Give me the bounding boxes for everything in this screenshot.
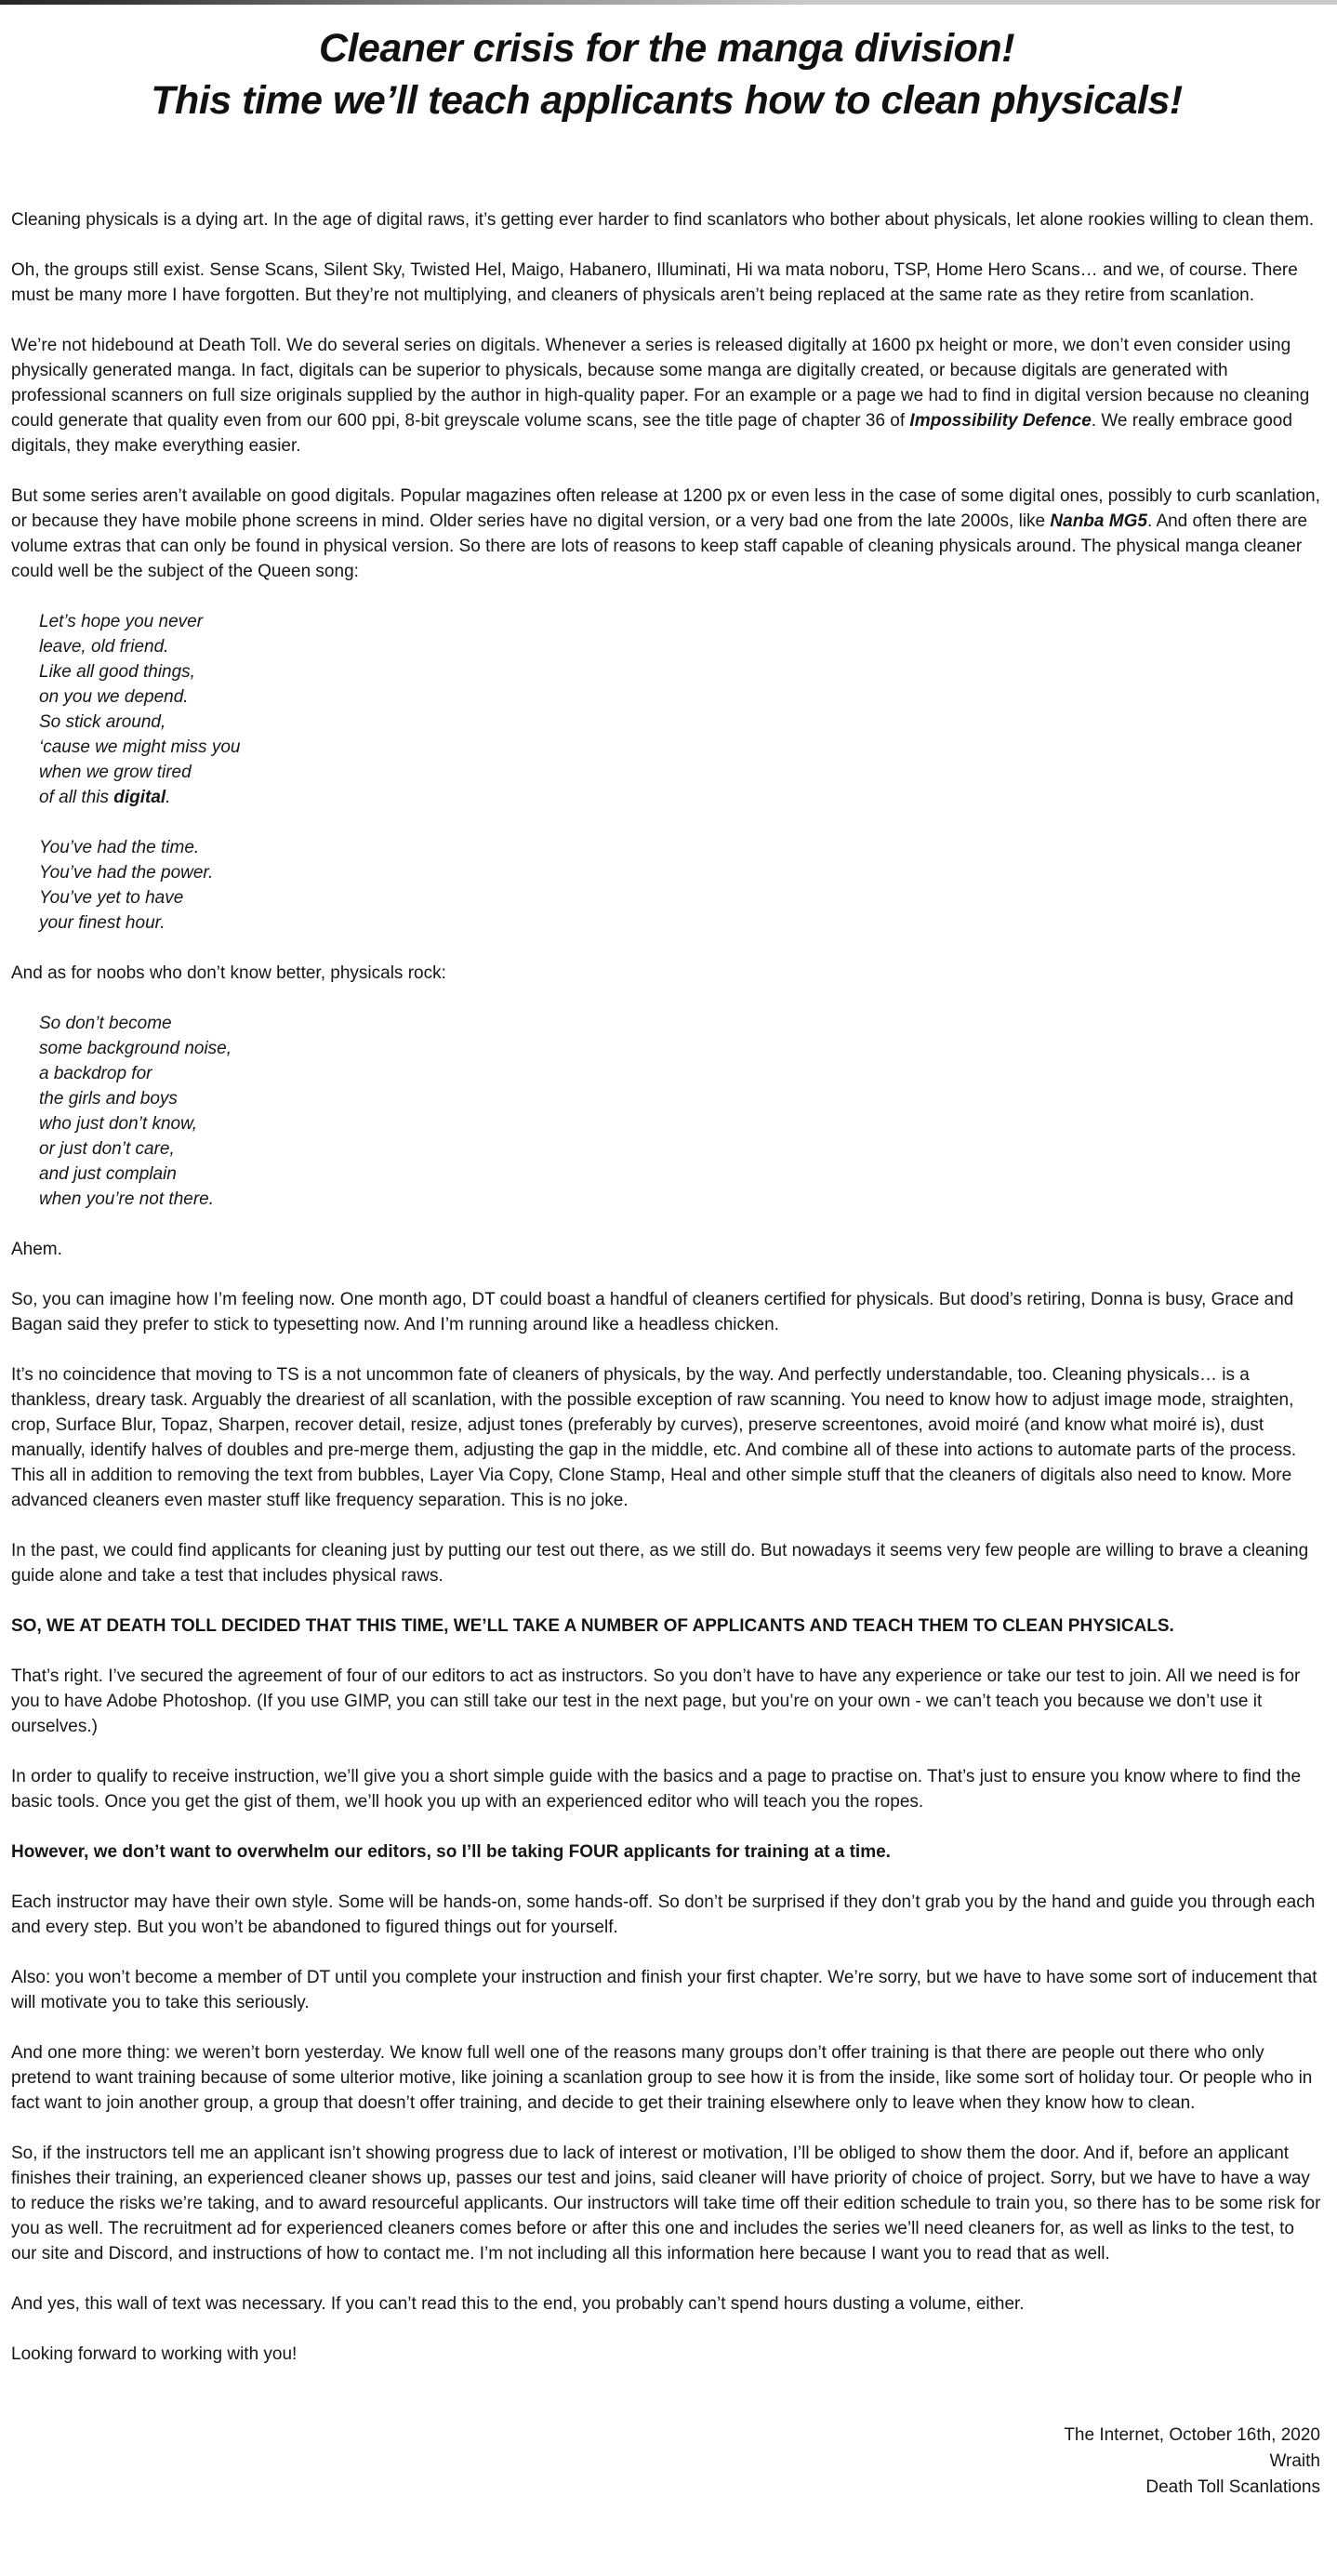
- text-run: So don’t become: [39, 1013, 172, 1033]
- paragraph: [11, 1764, 1322, 1814]
- bold-italic-run: Nanba MG5: [1050, 511, 1147, 531]
- text-run: Let’s hope you never: [39, 611, 204, 631]
- page-title: [11, 23, 1322, 127]
- bold-italic-run: Impossibility Defence: [909, 410, 1092, 431]
- quote-line: [39, 760, 1322, 785]
- text-run: It’s no coincidence that moving to TS is a not uncommon fate of cleaners of physicals, by the way. And perfectly understandable, too. Cleaning physicals… is a thankless, dreary task. Arguably the dreariest of all scanlation, with the possible exception of raw scanning. You need to know how to adjust image mode, straighten, crop, Surface Blur, Topaz, Sharpen, recover detail, resize, adjust tones (preferably by curves), preserve screentones, avoid moiré (and know what moiré is), dust manually, identify halves of doubles and pre-merge them, adjusting the gap in the middle, etc. And combine all of these into actions to automate parts of the process. This all in addition to removing the text from bubbles, Layer Via Copy, Clone Stamp, Heal and other simple stuff that the cleaners of digitals also need to know. More advanced cleaners even master stuff like frequency separation. This is no joke.: [11, 1364, 1297, 1510]
- text-run: your finest hour.: [39, 912, 165, 933]
- quote-line: [39, 634, 1322, 659]
- text-run: And yes, this wall of text was necessary. If you can’t read this to the end, you probably can’t spend hours dusting a volume, either.: [11, 2293, 1025, 2314]
- lyrics-quote: [39, 835, 1322, 936]
- quote-line: [39, 835, 1322, 860]
- quote-line: [39, 1011, 1322, 1036]
- text-run: In the past, we could find applicants for cleaning just by putting our test out there, as we still do. But nowadays it seems very few people are willing to brave a cleaning guide alone and take a test that includes physical raws.: [11, 1540, 1309, 1586]
- paragraph: [11, 484, 1322, 584]
- text-run: who just don’t know,: [39, 1113, 198, 1134]
- signature-block: [11, 2423, 1322, 2501]
- paragraph: [11, 2040, 1322, 2116]
- quote-line: [39, 1061, 1322, 1086]
- text-run: However, we don’t want to overwhelm our editors, so I’ll be taking FOUR applicants for training at a time.: [11, 1841, 891, 1862]
- text-run: or just don’t care,: [39, 1138, 175, 1159]
- text-run: and just complain: [39, 1163, 177, 1184]
- quote-line: [39, 1187, 1322, 1212]
- paragraph: [11, 207, 1322, 232]
- text-run: You’ve had the time.: [39, 837, 200, 857]
- lyrics-quote: [39, 609, 1322, 810]
- paragraph: [11, 1362, 1322, 1513]
- paragraph: [11, 2291, 1322, 2317]
- bold-paragraph: [11, 1613, 1322, 1639]
- bold-run: digital: [113, 787, 166, 807]
- paragraph: [11, 2342, 1322, 2367]
- text-run: And as for noobs who don’t know better, physicals rock:: [11, 963, 446, 983]
- signature-group: Death Toll Scanlations: [1145, 2476, 1320, 2497]
- text-run: a backdrop for: [39, 1063, 152, 1083]
- text-run: Oh, the groups still exist. Sense Scans, Silent Sky, Twisted Hel, Maigo, Habanero, Illuminati, Hi wa mata noboru, TSP, Home Hero Scans… and we, of course. There must be many more I have forgotten. But they’re not multiplying, and cleaners of physicals aren’t being replaced at the same rate as they retire from scanlation.: [11, 259, 1298, 305]
- quote-line: [39, 609, 1322, 634]
- text-run: when we grow tired: [39, 762, 192, 782]
- text-run: . And often there are volume extras that can only be found in physical version. So there are lots of reasons to keep staff capable of cleaning physicals around. The physical manga cleaner could well be the subject of the Queen song:: [11, 511, 1308, 581]
- quote-line: [39, 1086, 1322, 1111]
- quote-line: [39, 1162, 1322, 1187]
- text-run: leave, old friend.: [39, 636, 169, 657]
- text-run: So stick around,: [39, 711, 166, 732]
- text-run: .: [165, 787, 171, 807]
- bold-paragraph: [11, 1839, 1322, 1865]
- text-run: on you we depend.: [39, 686, 189, 707]
- text-run: You’ve yet to have: [39, 887, 184, 908]
- text-run: Like all good things,: [39, 661, 195, 682]
- text-run: Each instructor may have their own style. Some will be hands-on, some hands-off. So don’t be surprised if they don’t grab you by the hand and guide you through each and every step. But you won’t be abandoned to figured things out for yourself.: [11, 1892, 1316, 1937]
- paragraph: [11, 1287, 1322, 1337]
- paragraph: [11, 2141, 1322, 2266]
- lyrics-quote: [39, 1011, 1322, 1212]
- text-run: That’s right. I’ve secured the agreement of four of our editors to act as instructors. So you don’t have to have any experience or take our test to join. All we need is for you to have Adobe Photoshop. (If you use GIMP, you can still take our test in the next page, but you’re on your own - we can’t teach you because we don’t use it ourselves.): [11, 1666, 1301, 1736]
- paragraph: [11, 333, 1322, 458]
- text-run: Also: you won’t become a member of DT until you complete your instruction and finish your first chapter. We’re sorry, but we have to have some sort of inducement that will motivate you to take this seriously.: [11, 1967, 1317, 2012]
- page-title-line-1: Cleaner crisis for the manga division!: [318, 26, 1015, 71]
- signature-author: Wraith: [1269, 2450, 1320, 2471]
- page-title-line-2: This time we’ll teach applicants how to clean physicals!: [151, 77, 1183, 123]
- quote-line: [39, 735, 1322, 760]
- quote-line: [39, 1136, 1322, 1162]
- signature-place-date: The Internet, October 16th, 2020: [1064, 2424, 1320, 2445]
- text-run: SO, WE AT DEATH TOLL DECIDED THAT THIS TIME, WE’LL TAKE A NUMBER OF APPLICANTS AND TEACH THEM TO CLEAN PHYSICALS.: [11, 1615, 1174, 1636]
- text-run: In order to qualify to receive instruction, we’ll give you a short simple guide with the basics and a page to practise on. That’s just to ensure you know where to find the basic tools. Once you get the gist of them, we’ll hook you up with an experienced editor who will teach you the ropes.: [11, 1766, 1302, 1812]
- text-run: Ahem.: [11, 1239, 62, 1259]
- page-content: [0, 5, 1337, 2529]
- paragraph: [11, 1538, 1322, 1588]
- text-run: some background noise,: [39, 1038, 232, 1058]
- text-run: . We really embrace good digitals, they make everything easier.: [11, 410, 1292, 456]
- quote-line: [39, 885, 1322, 910]
- paragraph: [11, 1664, 1322, 1739]
- quote-line: [39, 860, 1322, 885]
- document-body: [11, 207, 1322, 2367]
- text-run: So, you can imagine how I’m feeling now. One month ago, DT could boast a handful of cleaners certified for physicals. But dood’s retiring, Donna is busy, Grace and Bagan said they prefer to stick to typesetting now. And I’m running around like a headless chicken.: [11, 1289, 1294, 1334]
- text-run: But some series aren’t available on good digitals. Popular magazines often release at 1200 px or even less in the case of some digital ones, possibly to curb scanlation, or because they have mobile phone screens in mind. Older series have no digital version, or a very bad one from the late 2000s, like: [11, 485, 1320, 531]
- quote-line: [39, 710, 1322, 735]
- paragraph: [11, 1890, 1322, 1940]
- text-run: when you’re not there.: [39, 1188, 215, 1209]
- text-run: We’re not hidebound at Death Toll. We do several series on digitals. Whenever a series is released digitally at 1600 px height or more, we don’t even consider using physically generated manga. In fact, digitals can be superior to physicals, because some manga are digitally created, or because digitals are generated with professional scanners on full size originals supplied by the author in high-quality paper. For an example or a page we had to find in digital version because no cleaning could generate that quality even from our 600 ppi, 8-bit greyscale volume scans, see the title page of chapter 36 of: [11, 335, 1310, 431]
- text-run: of all this: [39, 787, 114, 807]
- quote-line: [39, 659, 1322, 684]
- paragraph: [11, 1965, 1322, 2015]
- paragraph: [11, 961, 1322, 986]
- paragraph: [11, 1237, 1322, 1262]
- quote-line: [39, 1036, 1322, 1061]
- quote-line: [39, 910, 1322, 936]
- quote-line: [39, 1111, 1322, 1136]
- text-run: ‘cause we might miss you: [39, 737, 241, 757]
- quote-line: [39, 684, 1322, 710]
- text-run: the girls and boys: [39, 1088, 178, 1109]
- text-run: And one more thing: we weren’t born yesterday. We know full well one of the reasons many groups don’t offer training is that there are people out there who only pretend to want training because of some ulterior motive, like joining a scanlation group to see how it is from the inside, like some sort of holiday tour. Or people who in fact want to join another group, a group that doesn’t offer training, and decide to get their training elsewhere only to leave when they know how to clean.: [11, 2042, 1313, 2113]
- text-run: Cleaning physicals is a dying art. In the age of digital raws, it’s getting ever harder to find scanlators who bother about physicals, let alone rookies willing to clean them.: [11, 209, 1315, 230]
- text-run: So, if the instructors tell me an applicant isn’t showing progress due to lack of interest or motivation, I’ll be obliged to show them the door. And if, before an applicant finishes their training, an experienced cleaner shows up, passes our test and joins, said cleaner will have priority of choice of project. Sorry, but we have to have a way to reduce the risks we’re taking, and to award resourceful applicants. Our instructors will take time off their edition schedule to train you, so there has to be some risk for you as well. The recruitment ad for experienced cleaners comes before or after this one and includes the series we’ll need cleaners for, as well as links to the test, to our site and Discord, and instructions of how to contact me. I’m not including all this information here because I want you to read that as well.: [11, 2143, 1321, 2264]
- paragraph: [11, 258, 1322, 308]
- text-run: You’ve had the power.: [39, 862, 214, 883]
- text-run: Looking forward to working with you!: [11, 2344, 298, 2364]
- quote-line: [39, 785, 1322, 810]
